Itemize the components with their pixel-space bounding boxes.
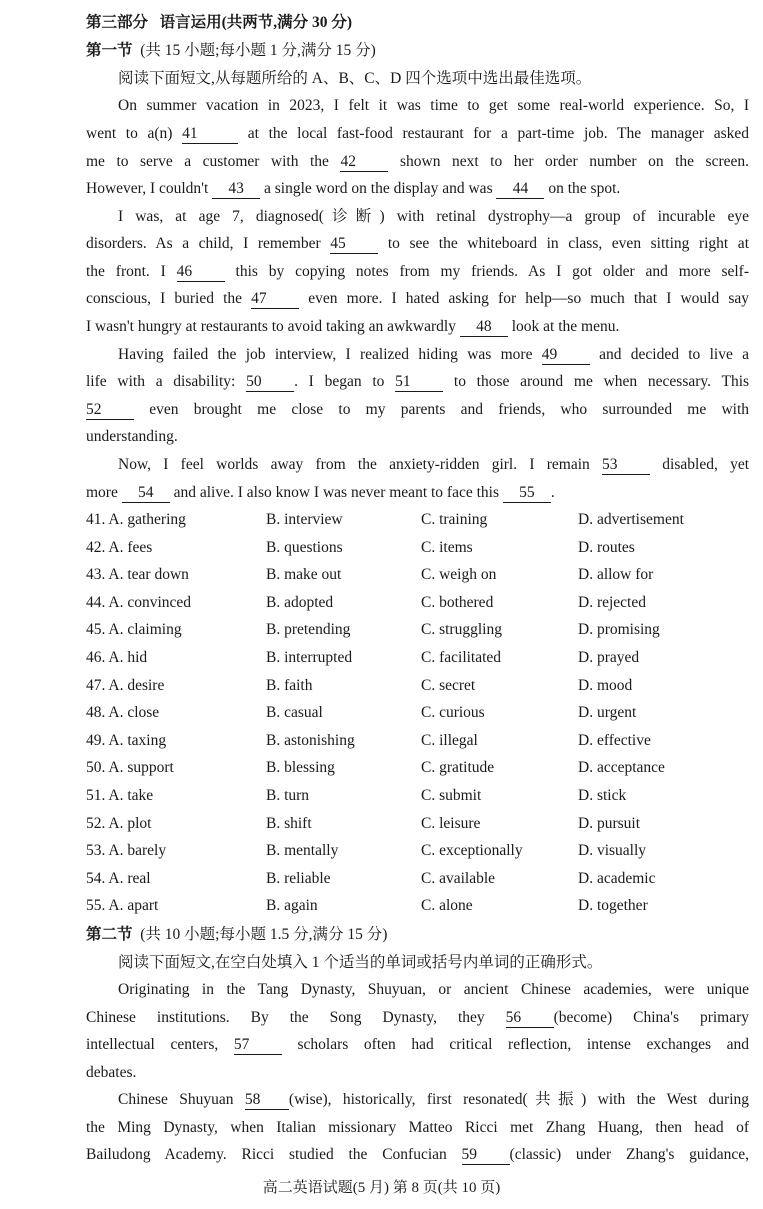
blank-43[interactable]: 43 <box>212 180 260 199</box>
option-item[interactable]: C. illegal <box>421 731 478 749</box>
passage-line: conscious, I buried the 47 even more. I hated asking for help—so much that I would say <box>86 290 750 307</box>
blank-47[interactable]: 47 <box>251 290 299 309</box>
option-item[interactable]: C. exceptionally <box>421 842 523 860</box>
option-item[interactable]: D. stick <box>578 787 627 804</box>
option-row-item[interactable]: 46. A. hid <box>86 649 148 666</box>
blank-52[interactable]: 52 <box>86 401 134 420</box>
option-item[interactable]: B. reliable <box>266 869 331 887</box>
option-item[interactable]: D. rejected <box>578 593 646 611</box>
blank-56[interactable]: 56 <box>506 1009 554 1028</box>
option-row-item[interactable]: 44. A. convinced <box>86 593 192 611</box>
option-item[interactable]: D. visually <box>578 842 647 860</box>
option-item[interactable]: B. astonishing <box>266 731 355 749</box>
passage-line: Having failed the job interview, I realized hiding was more 49 and decided to live a <box>118 346 750 363</box>
option-row-item[interactable]: 51. A. take <box>86 787 154 804</box>
option-item[interactable]: B. questions <box>266 538 343 556</box>
option-row-item[interactable]: 49. A. taxing <box>86 731 167 749</box>
passage-line: 52 even brought me close to my parents and friends, who surrounded me with <box>86 401 750 418</box>
section2-instruction: 阅读下面短文,在空白处填入 1 个适当的单词或括号内单词的正确形式。 <box>118 954 603 971</box>
blank-59[interactable]: 59 <box>462 1146 510 1165</box>
passage-line: Now, I feel worlds away from the anxiety-ridden girl. I remain 53 disabled, yet <box>118 456 750 473</box>
option-item[interactable]: B. interrupted <box>266 649 353 666</box>
option-item[interactable]: D. advertisement <box>578 511 684 528</box>
option-item[interactable]: D. allow for <box>578 566 654 584</box>
blank-53[interactable]: 53 <box>602 456 650 475</box>
option-item[interactable]: B. casual <box>266 704 323 722</box>
option-item[interactable]: C. curious <box>421 704 485 722</box>
option-item[interactable]: D. mood <box>578 676 633 694</box>
passage-line: I wasn't hungry at restaurants to avoid taking an awkwardly 48 look at the menu. <box>86 318 620 335</box>
section1-heading <box>86 41 749 61</box>
option-item[interactable]: B. mentally <box>266 842 339 860</box>
passage-line: the Ming Dynasty, when Italian missionary Matteo Ricci met Zhang Huang, then head of <box>86 1119 749 1136</box>
section1-label: 第一节 <box>86 42 133 59</box>
option-item[interactable]: C. struggling <box>421 621 502 639</box>
option-row-item[interactable]: 54. A. real <box>86 869 151 887</box>
passage-line: me to serve a customer with the 42 shown next to her order number on the screen. <box>86 153 749 170</box>
option-item[interactable]: D. promising <box>578 621 660 639</box>
passage-line: intellectual centers, 57 scholars often had critical reflection, intense exchanges and <box>86 1036 749 1053</box>
option-item[interactable]: C. submit <box>421 787 482 804</box>
part-title: 语言运用(共两节,满分 30 分) <box>159 14 353 31</box>
page-footer: 高二英语试题(5 月) 第 8 页(共 10 页) <box>262 1180 501 1196</box>
passage-line: went to a(n) 41 at the local fast-food restaurant for a part-time job. The manager asked <box>86 125 750 142</box>
blank-41[interactable]: 41 <box>182 125 238 144</box>
option-item[interactable]: D. routes <box>578 538 635 556</box>
option-item[interactable]: B. blessing <box>266 759 335 777</box>
option-item[interactable]: C. weigh on <box>421 566 497 584</box>
option-item[interactable]: B. again <box>266 897 318 915</box>
passage-line: disorders. As a child, I remember 45 to see the whiteboard in class, even sitting right at <box>86 235 749 252</box>
option-item[interactable]: C. available <box>421 869 496 887</box>
option-item[interactable]: B. faith <box>266 676 313 694</box>
option-item[interactable]: D. prayed <box>578 649 640 666</box>
passage-line: the front. I 46 this by copying notes from my friends. As I got older and more self- <box>86 263 749 280</box>
passage-line: Bailudong Academy. Ricci studied the Confucian 59 (classic) under Zhang's guidance, <box>86 1146 749 1163</box>
passage-line: more 54 and alive. I also know I was never meant to face this 55 . <box>86 484 555 501</box>
section2-heading <box>86 925 749 945</box>
section2-label: 第二节 <box>86 926 133 943</box>
blank-57[interactable]: 57 <box>234 1036 282 1055</box>
passage-line: debates. <box>86 1064 137 1081</box>
option-item[interactable]: C. bothered <box>421 593 494 611</box>
option-row-item[interactable]: 55. A. apart <box>86 897 159 915</box>
blank-50[interactable]: 50 <box>246 373 294 392</box>
option-item[interactable]: D. pursuit <box>578 814 640 832</box>
option-item[interactable]: C. secret <box>421 676 476 694</box>
option-item[interactable]: B. adopted <box>266 593 334 611</box>
option-row-item[interactable]: 42. A. fees <box>86 538 153 556</box>
blank-49[interactable]: 49 <box>542 346 590 365</box>
option-item[interactable]: D. together <box>578 897 648 915</box>
option-item[interactable]: C. items <box>421 538 473 556</box>
option-item[interactable]: B. pretending <box>266 621 351 639</box>
option-row-item[interactable]: 47. A. desire <box>86 676 165 694</box>
passage-line: understanding. <box>86 428 178 445</box>
option-row-item[interactable]: 48. A. close <box>86 704 160 722</box>
blank-54[interactable]: 54 <box>122 484 170 503</box>
option-row-item[interactable]: 53. A. barely <box>86 842 167 860</box>
blank-51[interactable]: 51 <box>395 373 443 392</box>
option-item[interactable]: D. academic <box>578 869 656 887</box>
option-item[interactable]: D. acceptance <box>578 759 665 777</box>
option-item[interactable]: C. leisure <box>421 814 481 832</box>
passage-line: Chinese Shuyuan 58 (wise), historically, first resonated(共振) with the West during <box>118 1091 750 1108</box>
option-row-item[interactable]: 52. A. plot <box>86 814 152 832</box>
option-item[interactable]: B. turn <box>266 787 310 804</box>
passage-line: life with a disability: 50 . I began to 51 to those around me when necessary. This <box>86 373 750 390</box>
option-row-item[interactable]: 43. A. tear down <box>86 566 189 584</box>
option-item[interactable]: D. effective <box>578 731 651 749</box>
section2-info: (共 10 小题;每小题 1.5 分,满分 15 分) <box>140 926 388 943</box>
blank-44[interactable]: 44 <box>496 180 544 199</box>
passage-line: Originating in the Tang Dynasty, Shuyuan, or ancient Chinese academies, were unique <box>118 981 749 998</box>
option-item[interactable]: C. training <box>421 511 488 528</box>
passage-line: However, I couldn't 43 a single word on the display and was 44 on the spot. <box>86 180 621 197</box>
option-row-item[interactable]: 50. A. support <box>86 759 174 777</box>
option-item[interactable]: C. gratitude <box>421 759 495 777</box>
part-label: 第三部分 <box>86 14 149 31</box>
passage-line: Chinese institutions. By the Song Dynasty, they 56 (become) China's primary <box>86 1009 750 1026</box>
part-heading <box>86 13 749 33</box>
passage-line: I was, at age 7, diagnosed(诊断) with retinal dystrophy—a group of incurable eye <box>118 208 749 225</box>
section1-instruction: 阅读下面短文,从每题所给的 A、B、C、D 四个选项中选出最佳选项。 <box>118 70 592 87</box>
passage-line: On summer vacation in 2023, I felt it was time to get some real-world experience. So, I <box>118 97 749 114</box>
blank-42[interactable]: 42 <box>340 153 388 172</box>
option-item[interactable]: B. interview <box>266 511 343 528</box>
blank-46[interactable]: 46 <box>177 263 225 282</box>
section1-info: (共 15 小题;每小题 1 分,满分 15 分) <box>140 42 376 59</box>
option-item[interactable]: B. make out <box>266 566 342 584</box>
option-row-item[interactable]: 45. A. claiming <box>86 621 182 639</box>
blank-45[interactable]: 45 <box>330 235 378 254</box>
option-item[interactable]: C. alone <box>421 897 473 915</box>
option-item[interactable]: B. shift <box>266 814 312 832</box>
blank-55[interactable]: 55 <box>503 484 551 503</box>
option-item[interactable]: C. facilitated <box>421 649 502 666</box>
blank-48[interactable]: 48 <box>460 318 508 337</box>
option-row-item[interactable]: 41. A. gathering <box>86 511 186 528</box>
option-item[interactable]: D. urgent <box>578 704 637 722</box>
blank-58[interactable]: 58 <box>245 1091 289 1110</box>
